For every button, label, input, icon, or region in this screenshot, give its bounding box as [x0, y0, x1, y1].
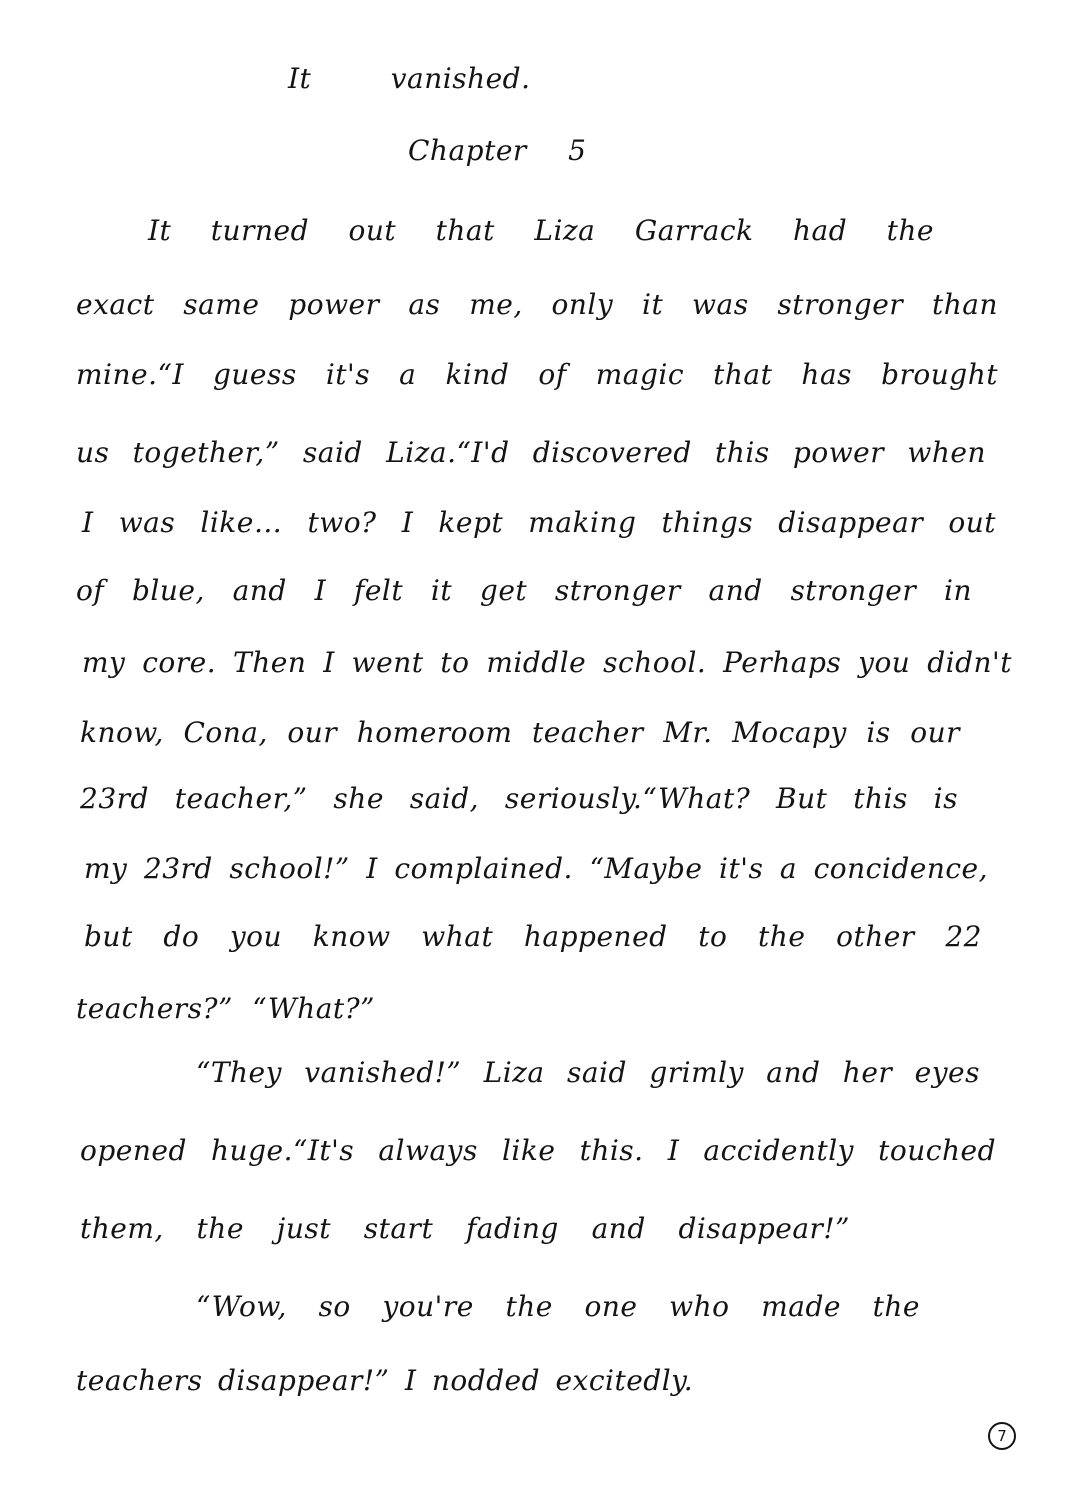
text-line: of blue, and I felt it get stronger and stronger in	[76, 574, 972, 607]
text-line: but do you know what happened to the other 22	[84, 920, 982, 953]
text-line: I was like… two? I kept making things disappear out	[82, 506, 996, 539]
text-line: my 23rd school!” I complained. “Maybe it's a concidence,	[84, 852, 988, 885]
text-line: know, Cona, our homeroom teacher Mr. Mocapy is our	[80, 716, 960, 749]
page-number-circle	[988, 1422, 1016, 1450]
text-line: 23rd teacher,” she said, seriously.“What? But this is	[80, 782, 958, 815]
text-line: exact same power as me, only it was stronger than	[76, 288, 998, 321]
chapter-heading: Chapter 5	[408, 134, 587, 167]
text-line: teachers disappear!” I nodded excitedly.	[76, 1364, 694, 1397]
text-line: my core. Then I went to middle school. Perhaps you didn't	[82, 646, 1012, 679]
page-number: 7	[997, 1426, 1007, 1445]
text-line: us together,” said Liza.“I'd discovered this power when	[76, 436, 986, 469]
text-line: It turned out that Liza Garrack had the	[148, 214, 934, 247]
text-line: “Wow, so you're the one who made the	[196, 1290, 920, 1323]
text-line: opened huge.“It's always like this. I accidently touched	[80, 1134, 996, 1167]
text-line: mine.“I guess it's a kind of magic that has brought	[76, 358, 998, 391]
text-line: teachers?” “What?”	[76, 992, 375, 1025]
closing-line: It vanished.	[288, 62, 531, 95]
text-line: them, the just start fading and disappear!”	[80, 1212, 850, 1245]
text-line: “They vanished!” Liza said grimly and her eyes	[196, 1056, 980, 1089]
